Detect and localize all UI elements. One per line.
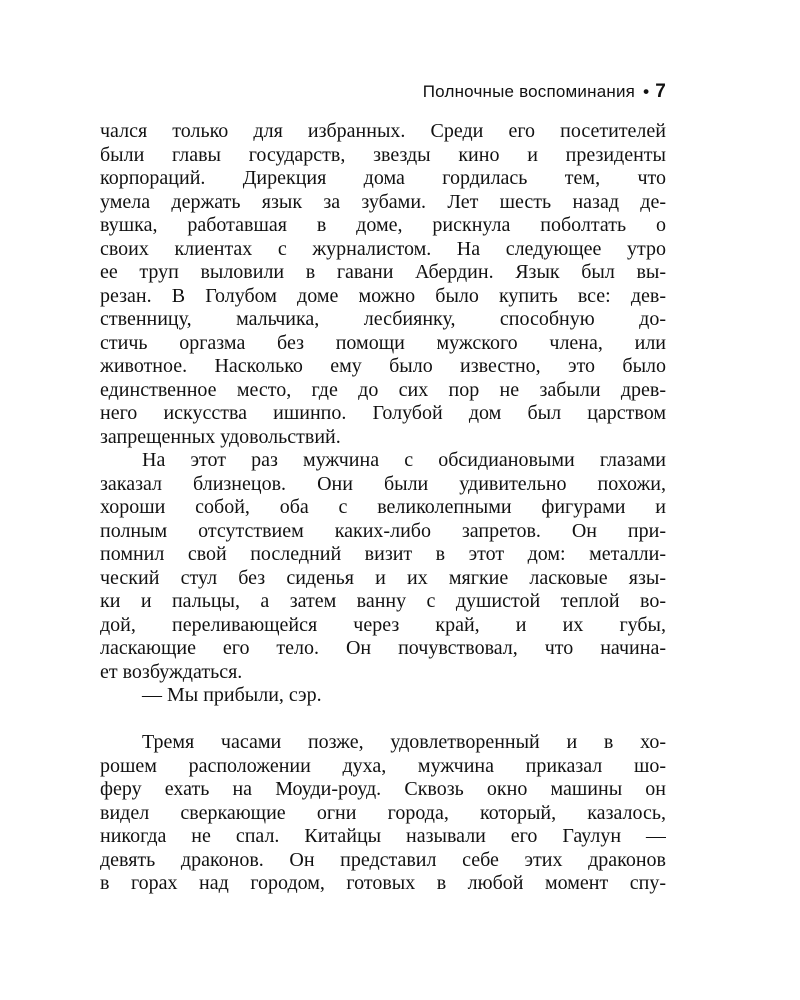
header-bullet: • bbox=[643, 82, 650, 101]
text-line: ее труп выловили в гавани Абердин. Язык был вы- bbox=[100, 261, 666, 283]
paragraph bbox=[100, 120, 666, 449]
text-line: дой, переливающейся через край, и их губы, bbox=[100, 613, 666, 636]
dialogue-paragraph bbox=[100, 684, 666, 708]
text-line: никогда не спал. Китайцы называли его Гаулун — bbox=[100, 825, 666, 847]
text-line: запрещенных удовольствий. bbox=[100, 425, 341, 448]
text-line: своих клиентах с журналистом. На следующее утро bbox=[100, 237, 666, 260]
text-line: умела держать язык за зубами. Лет шесть назад де- bbox=[100, 190, 666, 213]
text-line: ственницу, мальчика, лесбиянку, способную до- bbox=[100, 308, 666, 330]
text-line: в горах над городом, готовых в любой момент спу- bbox=[100, 872, 666, 894]
body-text bbox=[100, 120, 666, 896]
text-line: ласкающие его тело. Он почувствовал, что начина- bbox=[100, 637, 666, 659]
text-line: заказал близнецов. Они были удивительно похожи, bbox=[100, 472, 666, 495]
text-line: рошем расположении духа, мужчина приказал шо- bbox=[100, 754, 666, 777]
book-title: Полночные воспоминания bbox=[422, 82, 636, 101]
text-line: полным отсутствием каких-либо запретов. Он при- bbox=[100, 519, 666, 542]
text-line: корпораций. Дирекция дома гордилась тем, что bbox=[100, 167, 666, 189]
text-line: стичь оргазма без помощи мужского члена, или bbox=[100, 331, 666, 354]
text-line: феру ехать на Моуди-роуд. Сквозь окно машины он bbox=[100, 778, 666, 800]
text-line: видел сверкающие огни города, который, казалось, bbox=[100, 801, 666, 824]
book-page bbox=[100, 72, 666, 896]
text-line: девять драконов. Он представил себе этих драконов bbox=[100, 848, 666, 871]
text-line: чался только для избранных. Среди его посетителей bbox=[100, 120, 666, 142]
section-break bbox=[100, 708, 666, 732]
paragraph bbox=[100, 731, 666, 896]
text-line: животное. Насколько ему было известно, это было bbox=[100, 355, 666, 377]
text-line: него искусства ишинпо. Голубой дом был царством bbox=[100, 402, 666, 424]
text-line: резан. В Голубом доме можно было купить все: дев- bbox=[100, 284, 666, 307]
text-line: единственное место, где до сих пор не забыли древ- bbox=[100, 378, 666, 401]
text-line: На этот раз мужчина с обсидиановыми глазами bbox=[142, 449, 666, 471]
page-number: 7 bbox=[655, 81, 666, 102]
text-line: Тремя часами позже, удовлетворенный и в хо- bbox=[142, 731, 666, 753]
text-line: были главы государств, звезды кино и президенты bbox=[100, 143, 666, 166]
text-line: ки и пальцы, а затем ванну с душистой теплой во- bbox=[100, 590, 666, 612]
text-line: ческий стул без сиденья и их мягкие ласковые язы- bbox=[100, 566, 666, 589]
text-line: хороши собой, оба с великолепными фигурами и bbox=[100, 496, 666, 518]
text-line: — Мы прибыли, сэр. bbox=[142, 684, 322, 706]
paragraph bbox=[100, 449, 666, 684]
text-line: ет возбуждаться. bbox=[100, 660, 243, 683]
running-header bbox=[100, 72, 666, 112]
text-line: вушка, работавшая в доме, рискнула поболтать о bbox=[100, 214, 666, 236]
text-line: помнил свой последний визит в этот дом: металли- bbox=[100, 543, 666, 565]
